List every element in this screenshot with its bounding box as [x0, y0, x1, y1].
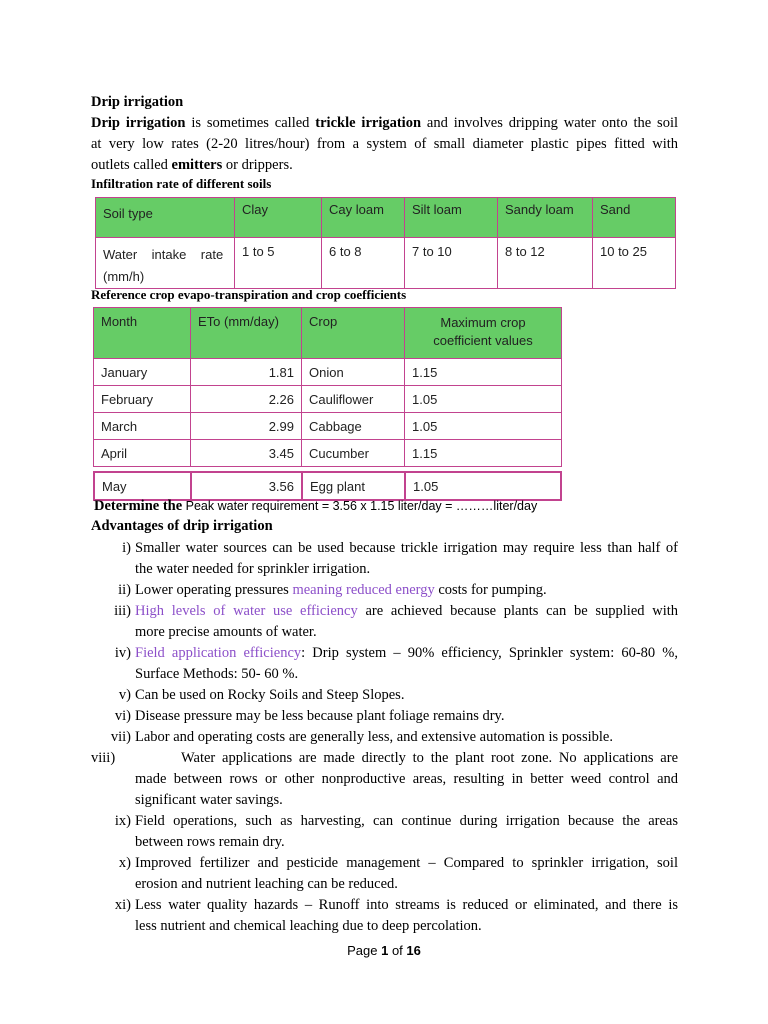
header-cell: Soil type — [96, 198, 235, 238]
table-row — [94, 386, 562, 413]
list-line — [135, 643, 678, 664]
table-cell: 6 to 8 — [322, 238, 405, 289]
list-text: Lower operating pressures — [135, 582, 293, 598]
kc-cell: 1.05 — [405, 472, 561, 500]
intro-line-2: at very low rates (2-20 litres/hour) from a system of small diameter plastic pipes fitted with — [91, 136, 678, 152]
crop-coefficient-table — [93, 307, 562, 467]
intro-bold-lead: Drip irrigation — [91, 115, 186, 131]
crop-coefficient-table-last-row — [93, 471, 562, 501]
header-cell: Silt loam — [405, 198, 498, 238]
eto-cell: 2.99 — [191, 413, 302, 440]
list-number: viii) — [91, 750, 116, 766]
list-line: erosion and nutrient leaching can be reduced. — [135, 876, 398, 892]
crop-cell: Onion — [302, 359, 405, 386]
list-line: the water needed for sprinkler irrigation. — [135, 561, 371, 577]
row-label-line: Water intake rate — [103, 247, 224, 262]
intro-bold-term: emitters — [171, 157, 223, 173]
kc-cell: 1.05 — [405, 386, 562, 413]
peak-water-formula: Peak water requirement = 3.56 x 1.15 liter/day = ………liter/day — [182, 499, 538, 513]
list-line: Can be used on Rocky Soils and Steep Slopes. — [135, 687, 405, 703]
header-line: coefficient values — [433, 333, 533, 348]
highlighted-text: Field application efficiency — [135, 645, 302, 661]
list-number: ii) — [118, 582, 131, 598]
table-row — [94, 413, 562, 440]
kc-cell: 1.15 — [405, 440, 562, 467]
month-cell: February — [94, 386, 191, 413]
list-line: less nutrient and chemical leaching due to deep percolation. — [135, 918, 482, 934]
row-label-line: (mm/h) — [103, 269, 145, 284]
list-line — [135, 580, 678, 601]
list-line: between rows remain dry. — [135, 834, 285, 850]
intro-bold-term: trickle irrigation — [315, 115, 422, 131]
table-header-row — [96, 198, 676, 238]
advantages-heading: Advantages of drip irrigation — [91, 518, 273, 534]
list-item — [91, 643, 678, 685]
current-page-number: 1 — [381, 943, 389, 958]
list-number: vi) — [114, 708, 131, 724]
list-line: Surface Methods: 50- 60 %. — [135, 666, 299, 682]
kc-cell: 1.05 — [405, 413, 562, 440]
eto-cell: 3.45 — [191, 440, 302, 467]
intro-line-3 — [91, 155, 678, 176]
soil-infiltration-table — [95, 197, 676, 289]
table-row — [94, 472, 561, 500]
list-item — [91, 601, 678, 643]
month-cell: April — [94, 440, 191, 467]
footer-text: Page — [347, 943, 382, 958]
header-cell — [405, 308, 562, 359]
list-item — [91, 706, 678, 727]
table-header-row — [94, 308, 562, 359]
eto-cell: 3.56 — [191, 472, 302, 500]
month-cell: May — [94, 472, 191, 500]
list-number: v) — [118, 687, 131, 703]
highlighted-text: High levels of water use efficiency — [135, 603, 358, 619]
list-item — [91, 580, 678, 601]
month-cell: March — [94, 413, 191, 440]
page-footer — [0, 943, 768, 958]
table-row — [94, 359, 562, 386]
page-heading: Drip irrigation — [91, 94, 184, 110]
month-cell: January — [94, 359, 191, 386]
header-cell: Sand — [593, 198, 676, 238]
intro-line-1 — [91, 113, 678, 134]
list-item — [91, 538, 678, 580]
header-cell: Clay — [235, 198, 322, 238]
list-number: iii) — [114, 603, 131, 619]
list-number: iv) — [114, 645, 131, 661]
soil-table-caption: Infiltration rate of different soils — [91, 176, 272, 191]
header-cell: Sandy loam — [498, 198, 593, 238]
intro-paragraph — [91, 113, 678, 176]
list-line: Smaller water sources can be used because trickle irrigation may require less than half of — [135, 540, 678, 556]
list-item — [91, 811, 678, 853]
crop-table-caption: Reference crop evapo-transpiration and crop coefficients — [91, 287, 407, 302]
determine-label: Determine the — [94, 498, 183, 514]
row-label-cell — [96, 238, 235, 289]
list-line: more precise amounts of water. — [135, 624, 317, 640]
header-cell: Cay loam — [322, 198, 405, 238]
highlighted-text: meaning reduced energy — [292, 582, 435, 598]
crop-cell: Cauliflower — [302, 386, 405, 413]
list-number: ix) — [114, 813, 131, 829]
list-number: x) — [118, 855, 131, 871]
intro-text: and involves dripping water onto the soil — [421, 115, 678, 131]
intro-text: or drippers. — [222, 157, 293, 173]
list-line: Improved fertilizer and pesticide management – Compared to sprinkler irrigation, soil — [135, 855, 678, 871]
list-line: made between rows or other nonproductive areas, resulting in better weed control and — [135, 771, 678, 787]
intro-text: outlets called — [91, 157, 172, 173]
crop-cell: Cucumber — [302, 440, 405, 467]
list-text: costs for pumping. — [434, 582, 547, 598]
list-item — [91, 853, 678, 895]
list-item — [91, 685, 678, 706]
eto-cell: 1.81 — [191, 359, 302, 386]
list-line: Field operations, such as harvesting, can continue during irrigation because the areas — [135, 813, 678, 829]
advantages-list — [91, 538, 678, 937]
list-number: xi) — [114, 897, 131, 913]
list-item — [91, 748, 678, 811]
list-line: significant water savings. — [135, 792, 283, 808]
crop-cell: Cabbage — [302, 413, 405, 440]
intro-text: is sometimes called — [185, 115, 316, 131]
header-cell: Crop — [302, 308, 405, 359]
list-line: Labor and operating costs are generally less, and extensive automation is possible. — [135, 729, 613, 745]
kc-cell: 1.15 — [405, 359, 562, 386]
table-cell: 7 to 10 — [405, 238, 498, 289]
table-cell: 1 to 5 — [235, 238, 322, 289]
list-line: Less water quality hazards – Runoff into streams is reduced or eliminated, and there is — [135, 897, 678, 913]
table-row — [94, 440, 562, 467]
list-text: are achieved because plants can be supplied with — [357, 603, 679, 619]
list-number: i) — [122, 540, 131, 556]
table-row — [96, 238, 676, 289]
list-item — [91, 895, 678, 937]
list-text: : Drip system – 90% efficiency, Sprinkler system: 60-80 %, — [301, 645, 678, 661]
header-cell: ETo (mm/day) — [191, 308, 302, 359]
crop-table-wrapper — [93, 307, 562, 501]
table-cell: 8 to 12 — [498, 238, 593, 289]
determine-line — [94, 498, 537, 515]
header-cell: Month — [94, 308, 191, 359]
list-number: vii) — [110, 729, 131, 745]
total-pages: 16 — [406, 943, 421, 958]
header-line: Maximum crop — [440, 315, 526, 330]
eto-cell: 2.26 — [191, 386, 302, 413]
crop-cell: Egg plant — [302, 472, 405, 500]
list-item — [91, 727, 678, 748]
list-line: Disease pressure may be less because plant foliage remains dry. — [135, 708, 505, 724]
table-cell: 10 to 25 — [593, 238, 676, 289]
list-line: Water applications are made directly to the plant root zone. No applications are — [181, 750, 678, 766]
list-line — [135, 601, 678, 622]
footer-text: of — [388, 943, 407, 958]
